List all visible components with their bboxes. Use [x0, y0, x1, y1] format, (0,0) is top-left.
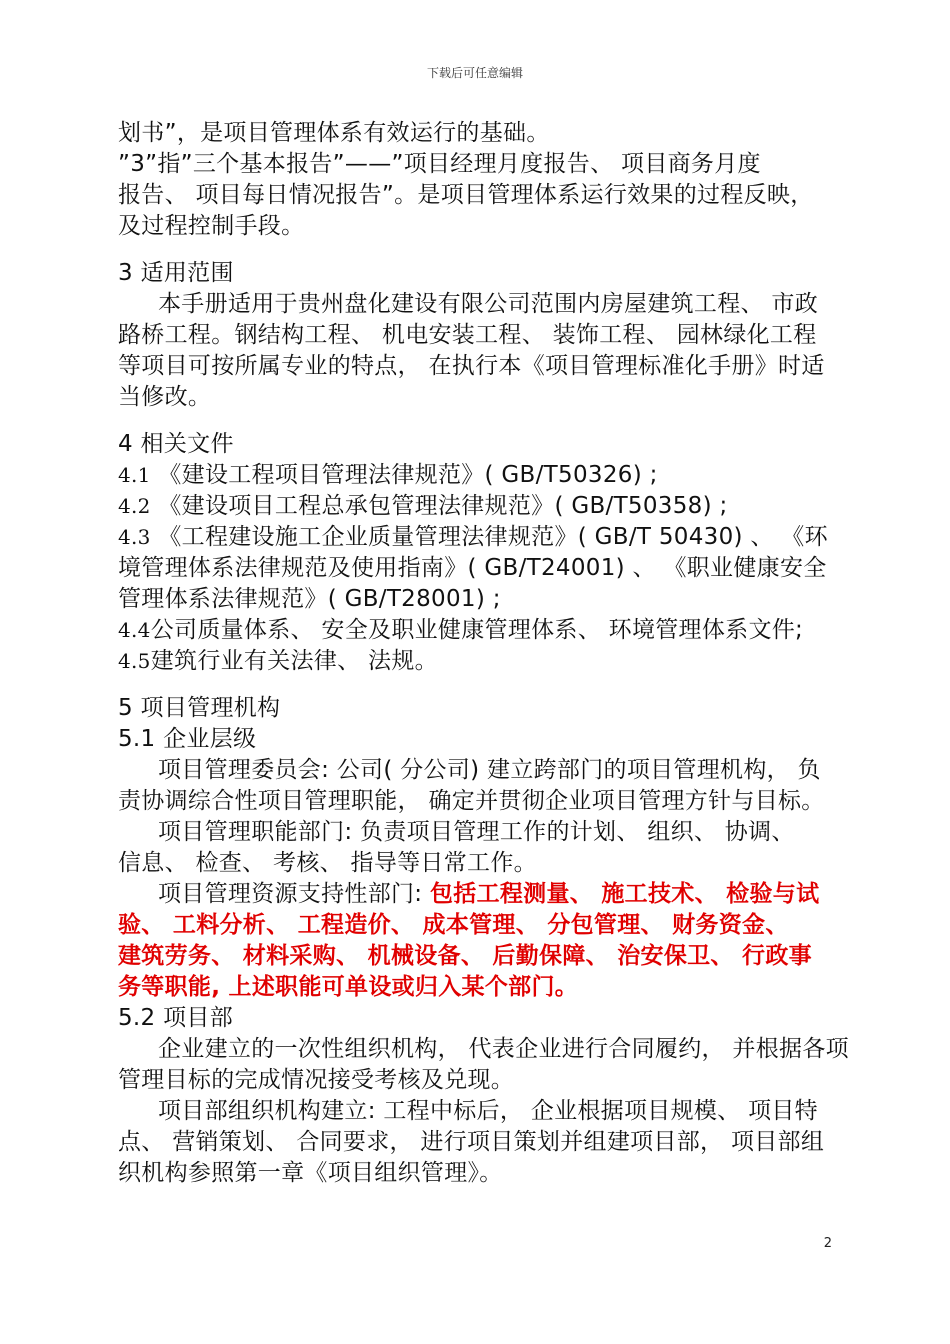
reference-item: [118, 460, 834, 491]
item-text: 建筑行业有关法律、 法规。: [150, 648, 438, 674]
item-number: 4.2: [118, 494, 151, 518]
paragraph-line: 项目管理职能部门: 负责项目管理工作的计划、 组织、 协调、: [158, 819, 795, 845]
emphasis-line: 建筑劳务、 材料采购、 机械设备、 后勤保障、 治安保卫、 行政事: [118, 943, 812, 969]
section-heading-3: 3 适用范围: [118, 260, 234, 286]
item-number: 4.1: [118, 463, 151, 487]
paragraph-line: 项目部组织机构建立: 工程中标后， 企业根据项目规模、 项目特: [158, 1098, 818, 1124]
paragraph-line: ”3”指”三个基本报告”——”项目经理月度报告、 项目商务月度: [118, 151, 761, 177]
item-text: 《建设工程项目管理法律规范》( GB/T50326) ;: [158, 462, 658, 488]
paragraph-text: 项目管理资源支持性部门:: [158, 881, 430, 907]
item-number: 4.4: [118, 618, 151, 642]
paragraph-line: 报告、 项目每日情况报告”。是项目管理体系运行效果的过程反映，: [118, 182, 814, 208]
paragraph-line: 路桥工程。钢结构工程、 机电安装工程、 装饰工程、 园林绿化工程: [118, 322, 817, 348]
paragraph-line: 境管理体系法律规范及使用指南》( GB/T24001) 、 《职业健康安全: [118, 555, 827, 581]
reference-item: [118, 646, 834, 677]
paragraph-line: 管理体系法律规范》( GB/T28001) ;: [118, 586, 501, 612]
subsection-heading-5-1: 5.1 企业层级: [118, 726, 257, 752]
page-number: 2: [823, 1236, 832, 1251]
page-header: 下载后可任意编辑: [426, 66, 523, 80]
paragraph-line: 管理目标的完成情况接受考核及兑现。: [118, 1067, 515, 1093]
paragraph-line: 及过程控制手段。: [118, 213, 305, 239]
item-number: 4.5: [118, 649, 151, 673]
paragraph-line: 责协调综合性项目管理职能， 确定并贯彻企业项目管理方针与目标。: [118, 788, 825, 814]
paragraph-line: 项目管理委员会: 公司( 分公司) 建立跨部门的项目管理机构， 负: [158, 757, 821, 783]
emphasis-line: 务等职能, 上述职能可单设或归入某个部门。: [118, 974, 579, 1000]
paragraph-line: 织机构参照第一章《项目组织管理》。: [118, 1160, 503, 1186]
emphasis-line: 验、 工料分析、 工程造价、 成本管理、 分包管理、 财务资金、: [118, 912, 789, 938]
item-text: 《工程建设施工企业质量管理法律规范》( GB/T 50430) 、 《环: [158, 524, 828, 550]
item-text: 《建设项目工程总承包管理法律规范》( GB/T50358) ;: [158, 493, 728, 519]
subsection-heading-5-2: 5.2 项目部: [118, 1005, 233, 1031]
paragraph-line: 企业建立的一次性组织机构， 代表企业进行合同履约， 并根据各项: [158, 1036, 849, 1062]
reference-item: [118, 522, 834, 553]
paragraph-line: 本手册适用于贵州盘化建设有限公司范围内房屋建筑工程、 市政: [158, 291, 819, 317]
section-heading-4: 4 相关文件: [118, 431, 234, 457]
paragraph-line: 信息、 检查、 考核、 指导等日常工作。: [118, 850, 537, 876]
paragraph-line: [118, 879, 834, 910]
document-body: [118, 118, 849, 1189]
paragraph-line: 划书”，是项目管理体系有效运行的基础。: [118, 120, 550, 146]
item-text: 公司质量体系、 安全及职业健康管理体系、 环境管理体系文件;: [150, 617, 804, 643]
reference-item: [118, 615, 834, 646]
reference-item: [118, 491, 834, 522]
section-heading-5: 5 项目管理机构: [118, 695, 281, 721]
item-number: 4.3: [118, 525, 151, 549]
emphasis-text: 包括工程测量、 施工技术、 检验与试: [429, 881, 820, 907]
paragraph-line: 等项目可按所属专业的特点， 在执行本《项目管理标准化手册》时适: [118, 353, 825, 379]
paragraph-line: 当修改。: [118, 384, 212, 410]
paragraph-line: 点、 营销策划、 合同要求， 进行项目策划并组建项目部， 项目部组: [118, 1129, 825, 1155]
